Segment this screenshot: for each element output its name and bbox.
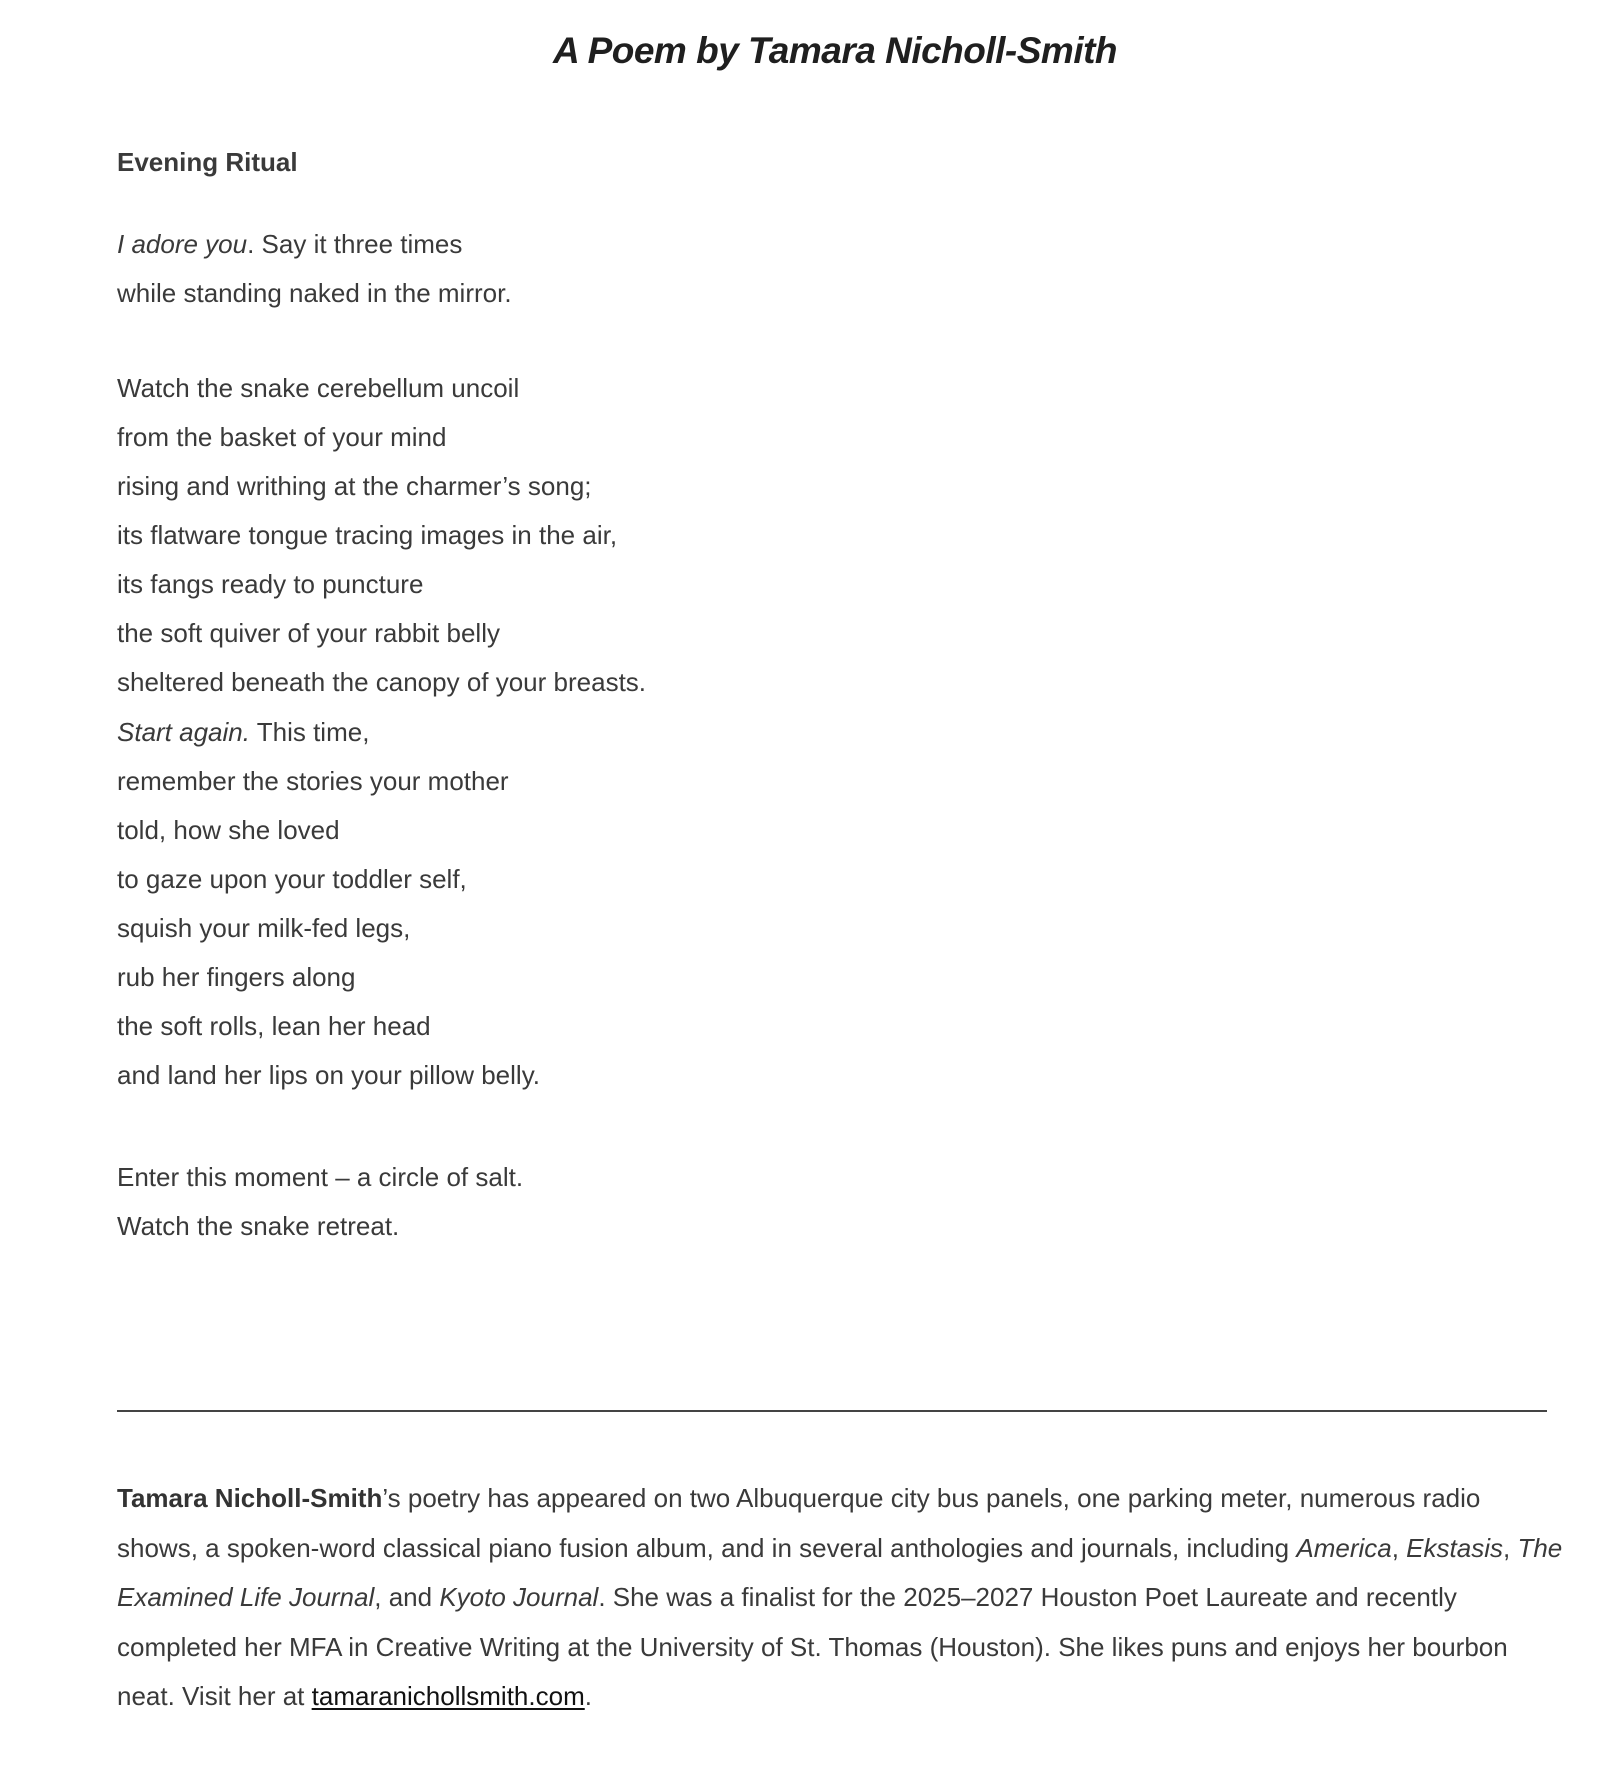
- poem-line: [117, 708, 540, 757]
- poem-line: rising and writhing at the charmer’s song;: [117, 471, 592, 501]
- poem-line: [117, 220, 512, 269]
- publication-title: America: [1296, 1532, 1392, 1563]
- poem-line: the soft quiver of your rabbit belly: [117, 618, 500, 648]
- italic-phrase: Start again.: [117, 717, 250, 747]
- bio-text: . She was a finalist for the 2025–2027 Houston Poet Laureate and recently completed her MFA in Creative Writing at the University of St. Thomas (Houston). She likes puns and enjoys her bourbon neat. Visit her at: [117, 1582, 1508, 1711]
- poem-title: Evening Ritual: [117, 147, 298, 177]
- poem-line: sheltered beneath the canopy of your breasts.: [117, 667, 647, 697]
- bio-separator: , and: [374, 1582, 440, 1612]
- page-title: A Poem by Tamara Nicholl-Smith: [552, 30, 1118, 71]
- stanza-4: [117, 1153, 523, 1251]
- publication-title: Kyoto Journal: [439, 1582, 599, 1612]
- publication-title: The Examined Life Journal: [117, 1532, 1563, 1612]
- bio-separator: ,: [1391, 1532, 1407, 1563]
- poem-line: its fangs ready to puncture: [117, 569, 424, 599]
- publication-title: Ekstasis: [1406, 1532, 1503, 1563]
- poem-line: rub her fingers along: [117, 962, 356, 992]
- author-bio: [117, 1474, 1567, 1722]
- poem-line: from the basket of your mind: [117, 422, 447, 452]
- poem-line: Enter this moment – a circle of salt.: [117, 1162, 524, 1192]
- poem-line: squish your milk-fed legs,: [117, 913, 411, 943]
- bio-text: .: [584, 1681, 592, 1711]
- stanza-1: [117, 220, 512, 318]
- section-divider: [117, 1410, 1547, 1412]
- bio-text: ’s poetry has appeared on two Albuquerque city bus panels, one parking meter, numerous radio shows, a spoken-word classical piano fusion album, and in several anthologies and journals, including: [117, 1483, 1481, 1563]
- poem-line: remember the stories your mother: [117, 766, 509, 796]
- poem-line: Watch the snake retreat.: [117, 1211, 400, 1241]
- author-name: Tamara Nicholl-Smith: [117, 1483, 383, 1513]
- bio-separator: ,: [1502, 1532, 1518, 1563]
- poem-line: and land her lips on your pillow belly.: [117, 1060, 540, 1090]
- poem-line: told, how she loved: [117, 815, 340, 845]
- poem-line: its flatware tongue tracing images in the air,: [117, 520, 618, 550]
- stanza-3: [117, 708, 540, 1100]
- stanza-2: [117, 364, 646, 707]
- italic-phrase: I adore you: [117, 229, 248, 259]
- poem-line: Watch the snake cerebellum uncoil: [117, 373, 520, 403]
- poem-line: to gaze upon your toddler self,: [117, 864, 467, 894]
- author-website-link[interactable]: tamaranichollsmith.com: [311, 1681, 585, 1711]
- poem-line: while standing naked in the mirror.: [117, 278, 512, 308]
- poem-line: the soft rolls, lean her head: [117, 1011, 431, 1041]
- line-text: This time,: [249, 717, 370, 747]
- line-text: . Say it three times: [247, 229, 463, 259]
